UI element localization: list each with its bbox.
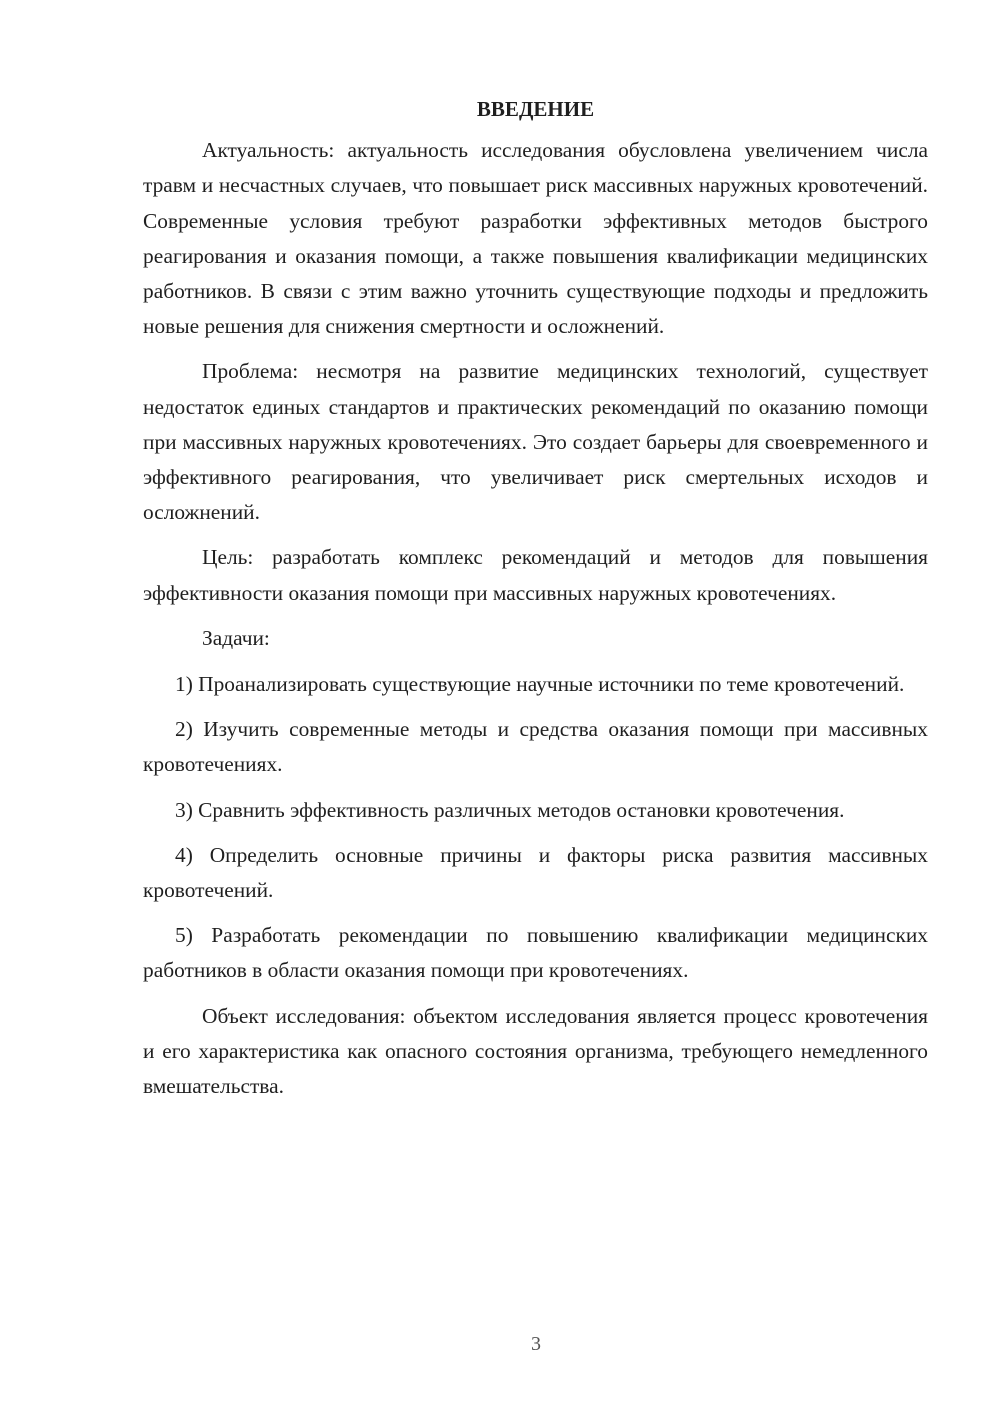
- problem-paragraph: Проблема: несмотря на развитие медицинских технологий, существует недостаток единых стандартов и практических рекомендаций по оказанию помощи при массивных наружных кровотечениях. Это создает барьеры для своевременного и эффективного реагирования, что увеличивает риск смертельных исходов и осложнений.: [143, 359, 928, 525]
- relevance-paragraph: Актуальность: актуальность исследования обусловлена увеличением числа травм и несчастных случаев, что повышает риск массивных наружных кровотечений. Современные условия требуют разработки эффективных методов быстрого реагирования и оказания помощи, а также повышения квалификации медицинских работников. В связи с этим важно уточнить существующие подходы и предложить новые решения для снижения смертности и осложнений.: [143, 138, 928, 339]
- page-number: 3: [531, 1333, 541, 1355]
- object-paragraph: Объект исследования: объектом исследования является процесс кровотечения и его характеристика как опасного состояния организма, требующего немедленного вмешательства.: [143, 1003, 928, 1099]
- task-item: 1) Проанализировать существующие научные источники по теме кровотечений.: [175, 672, 905, 697]
- task-item: 2) Изучить современные методы и средства оказания помощи при массивных кровотечениях.: [143, 717, 928, 777]
- task-item: 3) Сравнить эффективность различных методов остановки кровотечения.: [175, 797, 845, 822]
- section-title: ВВЕДЕНИЕ: [476, 97, 595, 121]
- tasks-list: [143, 667, 928, 989]
- task-item: 5) Разработать рекомендации по повышению квалификации медицинских работников в области оказания помощи при кровотечениях.: [143, 923, 928, 983]
- tasks-heading: Задачи:: [202, 625, 270, 650]
- task-item: 4) Определить основные причины и факторы риска развития массивных кровотечений.: [143, 842, 928, 903]
- goal-paragraph: Цель: разработать комплекс рекомендаций и методов для повышения эффективности оказания помощи при массивных наружных кровотечениях.: [143, 545, 928, 605]
- document-page: [143, 92, 928, 1114]
